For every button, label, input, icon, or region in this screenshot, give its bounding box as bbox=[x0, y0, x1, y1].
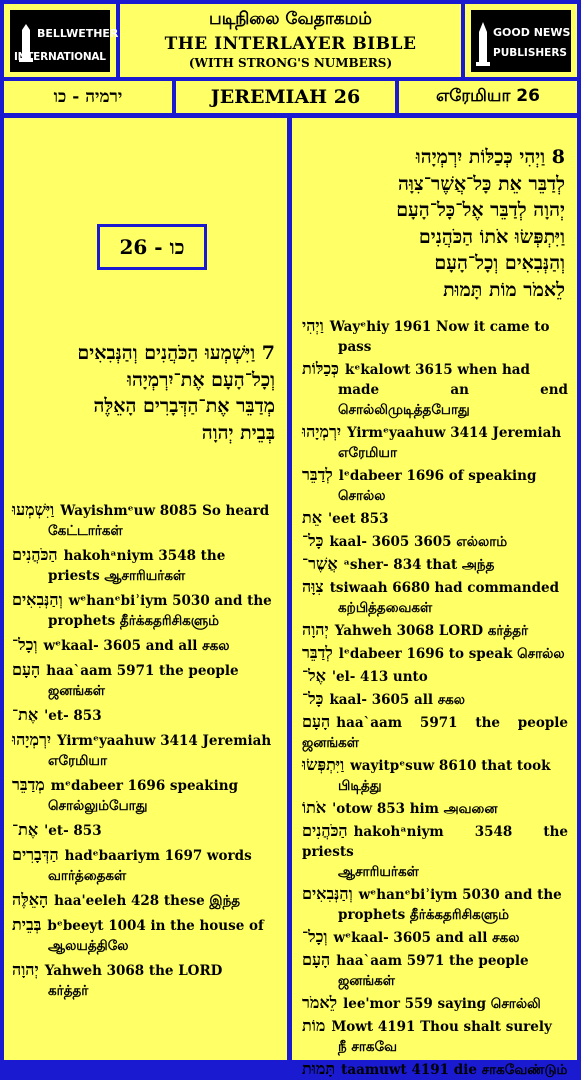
verse-line: לְדַבֵּר אֵת כָּל־אֲשֶׁר־צִוָּה bbox=[398, 172, 565, 195]
word-entry bbox=[302, 666, 568, 687]
word-gloss: 'el- 413 unto bbox=[331, 669, 428, 685]
word-gloss-continued: ஜனங்கள் bbox=[338, 973, 395, 989]
word-entry bbox=[302, 884, 568, 925]
bellwether-logo bbox=[4, 4, 119, 77]
verse-line: בְּבֵית יְהוָה bbox=[201, 421, 275, 444]
hebrew-word: מוֹת bbox=[302, 1016, 326, 1035]
word-entry bbox=[302, 316, 568, 357]
hebrew-word: אֶת־ bbox=[12, 820, 39, 839]
hebrew-word: יְהוָה bbox=[12, 960, 39, 979]
word-entry bbox=[12, 730, 279, 771]
hebrew-word: וְהַנְּבִאִים bbox=[302, 884, 353, 903]
word-gloss: Yahweh 3068 the LORD bbox=[44, 963, 223, 979]
word-gloss-continued: வார்த்தைகள் bbox=[48, 868, 127, 884]
word-gloss: lee'mor 559 saying சொல்லி bbox=[343, 996, 541, 1012]
verse-line: 8 וַיְהִי כְּכַלּוֹת יִרְמְיָהוּ bbox=[415, 146, 565, 168]
hebrew-word: לְדַבֵּר bbox=[302, 643, 333, 662]
word-gloss: bᵉbeeyt 1004 in the house of bbox=[47, 918, 264, 934]
word-entry bbox=[302, 359, 568, 420]
title-block bbox=[120, 4, 461, 77]
word-entry bbox=[302, 465, 568, 506]
hebrew-word: הַדְּבָרִים bbox=[12, 845, 59, 864]
hebrew-word: אֹתוֹ bbox=[302, 798, 327, 817]
word-gloss: wᵉkaal- 3605 and all சகல bbox=[43, 638, 230, 654]
word-gloss-continued: நீ சாகவே bbox=[338, 1039, 398, 1055]
bellwether-line1: BELLWETHER bbox=[37, 26, 119, 40]
verse-line: 7 וַיִּשְׁמְעוּ הַכֹּהֲנִים וְהַנְּבִאִים bbox=[77, 342, 275, 364]
word-gloss: 'otow 853 him அவனை bbox=[332, 801, 498, 817]
chapter-marker-text: 26 - כו bbox=[119, 234, 185, 259]
word-entry bbox=[12, 915, 279, 956]
bellwether-line2: INTERNATIONAL bbox=[14, 50, 106, 63]
word-gloss: wᵉkaal- 3605 and all சகல bbox=[333, 930, 520, 946]
word-gloss-continued: எரேமியா bbox=[338, 445, 398, 461]
word-entry bbox=[12, 705, 279, 726]
hebrew-word: הָעָם bbox=[302, 950, 331, 969]
hebrew-word: וַיִּשְׁמְעוּ bbox=[12, 500, 55, 519]
hebrew-word: כָּל־ bbox=[302, 689, 324, 708]
word-gloss-continued: prophets தீர்க்கதரிசிகளும் bbox=[338, 907, 510, 923]
verse-7-hebrew bbox=[10, 340, 275, 446]
hebrew-word: יְהוָה bbox=[302, 620, 329, 639]
word-gloss: 'eet 853 bbox=[328, 511, 389, 527]
right-word-list bbox=[302, 316, 568, 1080]
word-gloss: Mowt 4191 Thou shalt surely bbox=[331, 1019, 552, 1035]
word-gloss: kᵉkalowt 3615 when had bbox=[344, 362, 530, 378]
bellwether-logo-image bbox=[10, 10, 119, 72]
word-gloss-continued: ஆலயத்திலே bbox=[48, 938, 129, 954]
hebrew-word: מְדַבֵּר bbox=[12, 775, 45, 794]
word-gloss: Yirmᵉyaahuw 3414 Jeremiah bbox=[57, 733, 272, 749]
verse-line: וְהַנְּבִאִים וְכָל־הָעָם bbox=[434, 252, 565, 274]
hebrew-word: לְדַבֵּר bbox=[302, 465, 333, 484]
bible-title: THE INTERLAYER BIBLE bbox=[164, 34, 417, 54]
verse-line: יְהוָה לְדַבֵּר אֶל־כָּל־הָעָם bbox=[396, 199, 565, 221]
word-gloss-continued: கர்த்தர் bbox=[48, 983, 89, 999]
tamil-book-label: எரேமியா 26 bbox=[399, 81, 577, 113]
word-gloss: 'et- 853 bbox=[44, 823, 102, 839]
hebrew-word: לֵאמֹר bbox=[302, 993, 338, 1012]
word-entry bbox=[302, 798, 568, 819]
word-entry bbox=[302, 508, 568, 529]
word-gloss-continued: கேட்டார்கள் bbox=[48, 523, 123, 539]
word-entry bbox=[302, 620, 568, 641]
hebrew-word: צִוָּה bbox=[302, 577, 324, 596]
hebrew-word: הָעָם bbox=[12, 660, 41, 679]
word-gloss: Yahweh 3068 LORD கர்த்தர் bbox=[334, 623, 529, 639]
word-entry bbox=[12, 500, 279, 541]
word-gloss: lᵉdabeer 1696 of speaking bbox=[338, 468, 537, 484]
word-gloss: haa`aam 5971 the people bbox=[46, 663, 239, 679]
word-entry bbox=[12, 820, 279, 841]
right-column bbox=[292, 118, 577, 1078]
word-gloss-continued: கற்பித்தவைகள் bbox=[338, 600, 433, 616]
word-gloss-continued: ஜனங்கள் bbox=[48, 683, 105, 699]
good-news-line1: GOOD NEWS bbox=[493, 25, 571, 39]
hebrew-word: בְּבֵית bbox=[12, 915, 42, 934]
hebrew-word: וַיִּתְפְּשׂוּ bbox=[302, 755, 345, 774]
hebrew-word: תָּמוּת bbox=[302, 1059, 336, 1078]
word-entry bbox=[302, 689, 568, 710]
hebrew-word: אֲשֶׁר־ bbox=[302, 554, 338, 573]
word-gloss: haa`aam 5971 the people ஜனங்கள் bbox=[302, 715, 568, 751]
word-gloss: lᵉdabeer 1696 to speak சொல்ல bbox=[338, 646, 565, 662]
word-entry bbox=[12, 635, 279, 656]
word-gloss-continued: எரேமியா bbox=[48, 753, 108, 769]
word-gloss-continued: சொல்ல bbox=[338, 488, 386, 504]
verse-line: וַיִּתְפְּשׂוּ אֹתוֹ הַכֹּהֲנִים bbox=[418, 225, 565, 248]
word-gloss-continued: priests ஆசாரியர்கள் bbox=[48, 568, 186, 584]
bible-subtitle: (WITH STRONG'S NUMBERS) bbox=[188, 56, 393, 70]
word-entry bbox=[12, 890, 279, 911]
word-gloss: haa'eeleh 428 these இந்த bbox=[54, 893, 241, 909]
hebrew-word: כָּל־ bbox=[302, 531, 324, 550]
hebrew-word: אֵת bbox=[302, 508, 323, 527]
word-gloss-continued: pass bbox=[338, 339, 372, 355]
word-gloss: wᵉhanᵉbiʾiym 5030 and the bbox=[358, 887, 562, 903]
hebrew-word: הַכֹּהֲנִים bbox=[302, 821, 348, 840]
word-gloss: Wayishmᵉuw 8085 So heard bbox=[60, 503, 270, 519]
left-word-list bbox=[12, 500, 279, 1001]
word-gloss: hakohᵃniym 3548 the priests bbox=[302, 824, 568, 860]
hebrew-word: הַכֹּהֲנִים bbox=[12, 545, 58, 564]
hebrew-word: וַיְהִי bbox=[302, 316, 324, 335]
word-gloss: tsiwaah 6680 had commanded bbox=[329, 580, 560, 596]
word-entry bbox=[302, 531, 568, 552]
word-entry bbox=[302, 643, 568, 664]
hebrew-word: יִרְמְיָהוּ bbox=[12, 730, 52, 749]
hebrew-word: הָעָם bbox=[302, 712, 331, 731]
word-gloss: Yirmᵉyaahuw 3414 Jeremiah bbox=[347, 425, 562, 441]
word-entry bbox=[302, 554, 568, 575]
word-entry bbox=[12, 845, 279, 886]
tamil-title: படிநிலை வேதாகமம் bbox=[209, 9, 372, 29]
chapter-marker bbox=[97, 224, 207, 270]
hebrew-word: יִרְמְיָהוּ bbox=[302, 422, 342, 441]
word-entry bbox=[12, 590, 279, 631]
word-entry bbox=[302, 927, 568, 948]
word-entry bbox=[12, 960, 279, 1001]
word-entry bbox=[302, 821, 568, 882]
word-entry bbox=[302, 712, 568, 753]
word-entry bbox=[302, 993, 568, 1014]
word-gloss: hakohᵃniym 3548 the bbox=[63, 548, 226, 564]
word-gloss-continued: prophets தீர்க்கதரிசிகளும் bbox=[48, 613, 220, 629]
hebrew-word: וְהַנְּבִאִים bbox=[12, 590, 63, 609]
word-gloss: wᵉhanᵉbiʾiym 5030 and the bbox=[68, 593, 272, 609]
word-gloss-continued: பிடித்து bbox=[338, 778, 382, 794]
word-entry bbox=[302, 950, 568, 991]
verse-line: וְכָל־הָעָם אֶת־יִרְמְיָהוּ bbox=[127, 368, 275, 391]
word-gloss: hadᵉbaariym 1697 words bbox=[64, 848, 252, 864]
verse-8-hebrew bbox=[300, 144, 565, 303]
hebrew-word: וְכָל־ bbox=[302, 927, 328, 946]
verse-line: לֵאמֹר מוֹת תָּמוּת bbox=[443, 278, 565, 301]
hebrew-word: אֶל־ bbox=[302, 666, 326, 685]
hebrew-word: הָאֵלֶּה bbox=[12, 890, 49, 909]
word-entry bbox=[302, 1016, 568, 1057]
hebrew-word: אֶת־ bbox=[12, 705, 39, 724]
word-gloss: haa`aam 5971 the people bbox=[336, 953, 529, 969]
english-book-label: JEREMIAH 26 bbox=[176, 81, 395, 113]
hebrew-book-label: ירמיה - כו bbox=[4, 81, 172, 113]
word-gloss: kaal- 3605 all சகல bbox=[329, 692, 466, 708]
word-gloss: ᵃsher- 834 that அந்த bbox=[343, 557, 495, 573]
verse-line: מְדַבֵּר אֶת־הַדְּבָרִים הָאֵלֶּה bbox=[93, 395, 275, 417]
word-gloss: mᵉdabeer 1696 speaking bbox=[50, 778, 239, 794]
word-gloss: wayitpᵉsuw 8610 that took bbox=[350, 758, 551, 774]
word-entry bbox=[12, 660, 279, 701]
hebrew-word: וְכָל־ bbox=[12, 635, 38, 654]
good-news-line2: PUBLISHERS bbox=[493, 46, 567, 59]
good-news-logo-image bbox=[471, 10, 571, 72]
left-column bbox=[4, 118, 287, 1060]
word-entry bbox=[302, 577, 568, 618]
word-entry bbox=[302, 755, 568, 796]
word-gloss-continued: made an end சொல்லிமுடித்தபோது bbox=[338, 382, 568, 418]
word-entry bbox=[302, 422, 568, 463]
word-gloss-continued: ஆசாரியர்கள் bbox=[338, 864, 419, 880]
word-entry bbox=[302, 1059, 568, 1080]
word-gloss: taamuwt 4191 die சாகவேண்டும் bbox=[341, 1062, 568, 1078]
word-entry bbox=[12, 775, 279, 816]
word-entry bbox=[12, 545, 279, 586]
hebrew-word: כְּכַלּוֹת bbox=[302, 359, 339, 378]
word-gloss-continued: சொல்லும்போது bbox=[48, 798, 148, 814]
word-gloss: kaal- 3605 3605 எல்லாம் bbox=[329, 534, 508, 550]
word-gloss: 'et- 853 bbox=[44, 708, 102, 724]
word-gloss: Wayᵉhiy 1961 Now it came to bbox=[329, 319, 550, 335]
good-news-logo bbox=[465, 4, 577, 77]
